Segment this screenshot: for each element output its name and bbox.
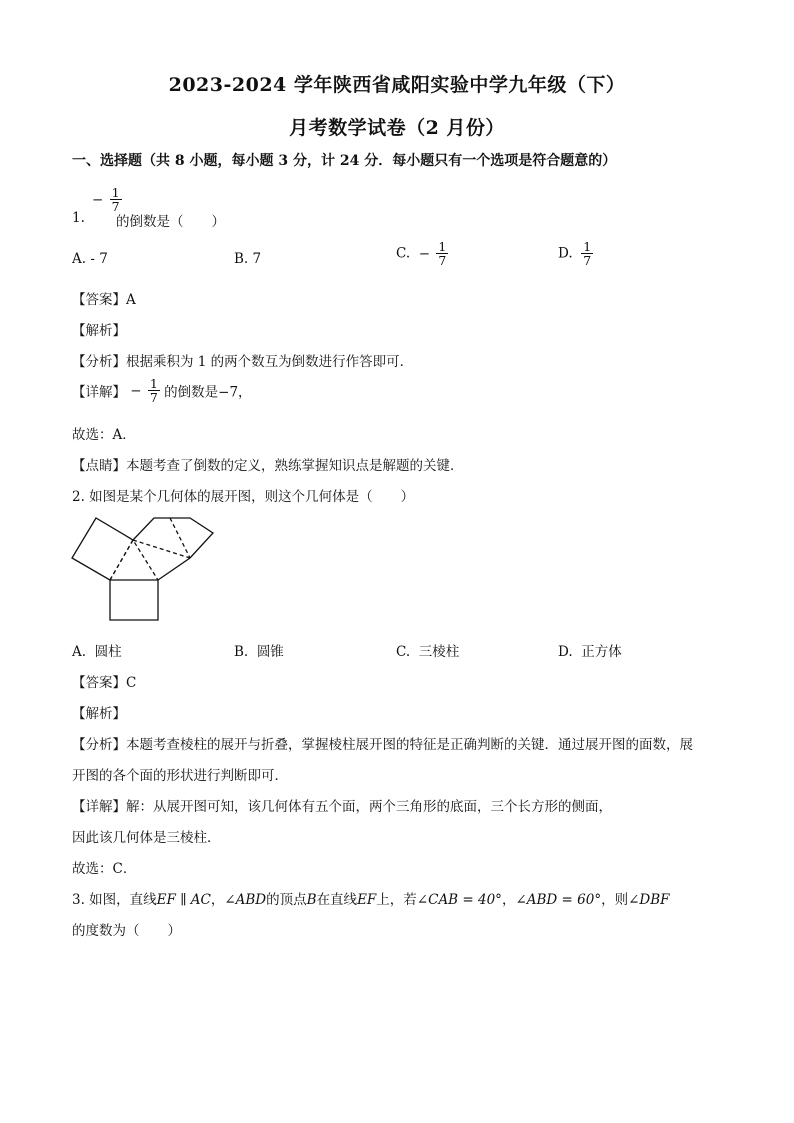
prism-net-figure (70, 513, 230, 625)
q1-guxuan: 故选：A． (72, 427, 136, 443)
q1-number: 1. (72, 210, 85, 226)
q2-guxuan: 故选：C． (72, 861, 137, 877)
dashed-top-right (170, 518, 190, 558)
question-3-line2: 的度数为（ ） (72, 923, 181, 939)
question-2-stem: 2. 如图是某个几何体的展开图，则这个几何体是（ ） (72, 489, 415, 505)
q1-stem: 的倒数是（ (116, 214, 184, 230)
q2-option-a: A. 圆柱 (72, 644, 122, 660)
q1-dianjing: 【点睛】本题考查了倒数的定义，熟练掌握知识点是解题的关键． (72, 458, 464, 474)
dashed-right (133, 540, 190, 558)
q2-xiangjie-1: 【详解】解：从展开图可知，该几何体有五个面，两个三角形的底面，三个长方形的侧面， (72, 799, 612, 815)
q1-xiangjie: 【详解】 − $\frac{1}{7}$ 的倒数是−7， (72, 376, 252, 406)
q1-option-b: B. 7 (234, 251, 262, 267)
q1-option-c: C. − $\frac{1}{7}$ (396, 239, 447, 269)
q1-fenxi: 【分析】根据乘积为 1 的两个数互为倒数进行作答即可． (72, 354, 414, 370)
q2-option-d: D. 正方体 (558, 644, 622, 660)
q1-fraction: $\frac{1}{7}$ (111, 185, 120, 215)
page-title-line2: 月考数学试卷（2 月份） (289, 117, 505, 139)
q1-minus: − (92, 191, 104, 208)
q2-option-b: B. 圆锥 (234, 644, 284, 660)
q2-option-c: C. 三棱柱 (396, 644, 460, 660)
q1-option-d: D. $\frac{1}{7}$ (558, 239, 592, 269)
central-triangle (110, 540, 158, 580)
q1-answer: 【答案】A (72, 292, 136, 308)
q2-fenxi-2: 开图的各个面的形状进行判断即可． (72, 768, 288, 784)
q1-option-a: A. - 7 (72, 251, 108, 267)
net-outline (72, 518, 213, 620)
section-header: 一、选择题（共 8 小题，每小题 3 分，计 24 分．每小题只有一个选项是符合题意的） (72, 153, 617, 169)
q2-xiangjie-2: 因此该几何体是三棱柱． (72, 830, 221, 846)
page-title-line1: 2023-2024 学年陕西省咸阳实验中学九年级（下） (168, 74, 626, 96)
question-3-line1: 3. 如图，直线EF ∥ AC，∠ABD的顶点B在直线EF上，若∠CAB = 40°，∠ABD = 60°，则∠DBF (72, 892, 670, 908)
q2-fenxi-1: 【分析】本题考查棱柱的展开与折叠，掌握棱柱展开图的特征是正确判断的关键．通过展开图的面数，展 (72, 737, 693, 753)
q2-analysis-label: 【解析】 (72, 706, 126, 722)
dashed-left (110, 540, 133, 580)
q1-analysis-label: 【解析】 (72, 323, 126, 339)
q2-answer: 【答案】C (72, 675, 137, 691)
